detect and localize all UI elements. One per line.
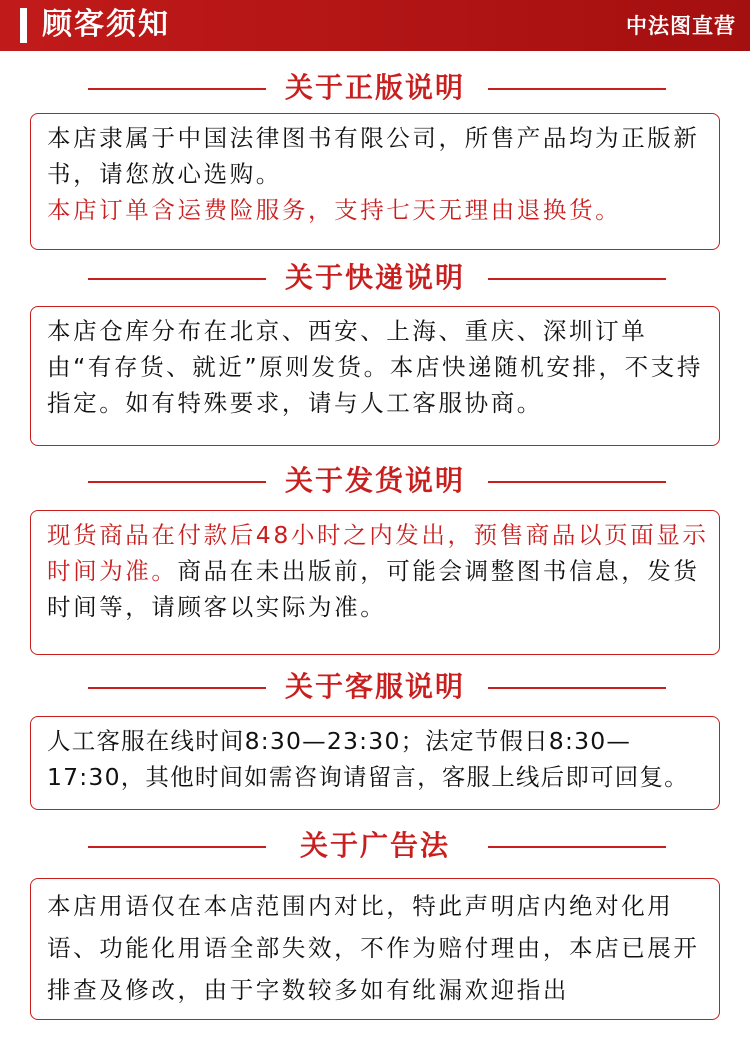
section-heading-shipping <box>0 461 750 501</box>
notice-box-authentic <box>30 113 720 250</box>
brand-label: 中法图直营 <box>626 14 736 38</box>
section-heading-express <box>0 258 750 298</box>
divider-line <box>488 481 666 483</box>
divider-line <box>488 687 666 689</box>
header-banner <box>0 0 750 51</box>
notice-box-express <box>30 306 720 446</box>
section-title: 关于快递说明 <box>284 261 465 294</box>
notice-text <box>47 517 709 625</box>
notice-text <box>47 885 709 1011</box>
section-heading-ad-law <box>0 826 750 866</box>
page-title: 顾客须知 <box>42 7 170 42</box>
notice-text-normal: 本店用语仅在本店范围内对比，特此声明店内绝对化用语、功能化用语全部失效，不作为赔付理由，本店已展开排查及修改，由于字数较多如有纰漏欢迎指出 <box>47 892 700 1004</box>
notice-box-ad-law <box>30 878 720 1020</box>
section-title: 关于正版说明 <box>284 71 465 104</box>
section-heading-authentic <box>0 68 750 108</box>
notice-text-highlight: 本店订单含运费险服务，支持七天无理由退换货。 <box>47 196 622 224</box>
notice-text <box>47 120 709 228</box>
notice-text-highlight: 现货商品在付款后48小时之内发出，预售商品以页面显示时间为准。 <box>47 521 709 585</box>
header-accent-bar <box>20 8 27 43</box>
notice-text-normal: 商品在未出版前，可能会调整图书信息，发货时间等，请顾客以实际为准。 <box>47 557 700 621</box>
notice-box-shipping <box>30 510 720 655</box>
section-heading-service <box>0 667 750 707</box>
notice-text-normal: 本店隶属于中国法律图书有限公司，所售产品均为正版新书，请您放心选购。 <box>47 124 700 188</box>
divider-line <box>488 846 666 848</box>
divider-line <box>488 278 666 280</box>
divider-line <box>488 88 666 90</box>
section-title: 关于客服说明 <box>284 670 465 703</box>
section-title: 关于广告法 <box>299 829 450 862</box>
section-title: 关于发货说明 <box>284 464 465 497</box>
notice-text-normal: 本店仓库分布在北京、西安、上海、重庆、深圳订单由“有存货、就近”原则发货。本店快递随机安排，不支持指定。如有特殊要求，请与人工客服协商。 <box>47 317 703 417</box>
notice-box-service <box>30 716 720 810</box>
notice-text <box>47 723 709 795</box>
notice-text-normal: 人工客服在线时间8:30—23:30；法定节假日8:30—17:30，其他时间如需咨询请留言，客服上线后即可回复。 <box>47 727 689 791</box>
notice-text <box>47 313 709 421</box>
